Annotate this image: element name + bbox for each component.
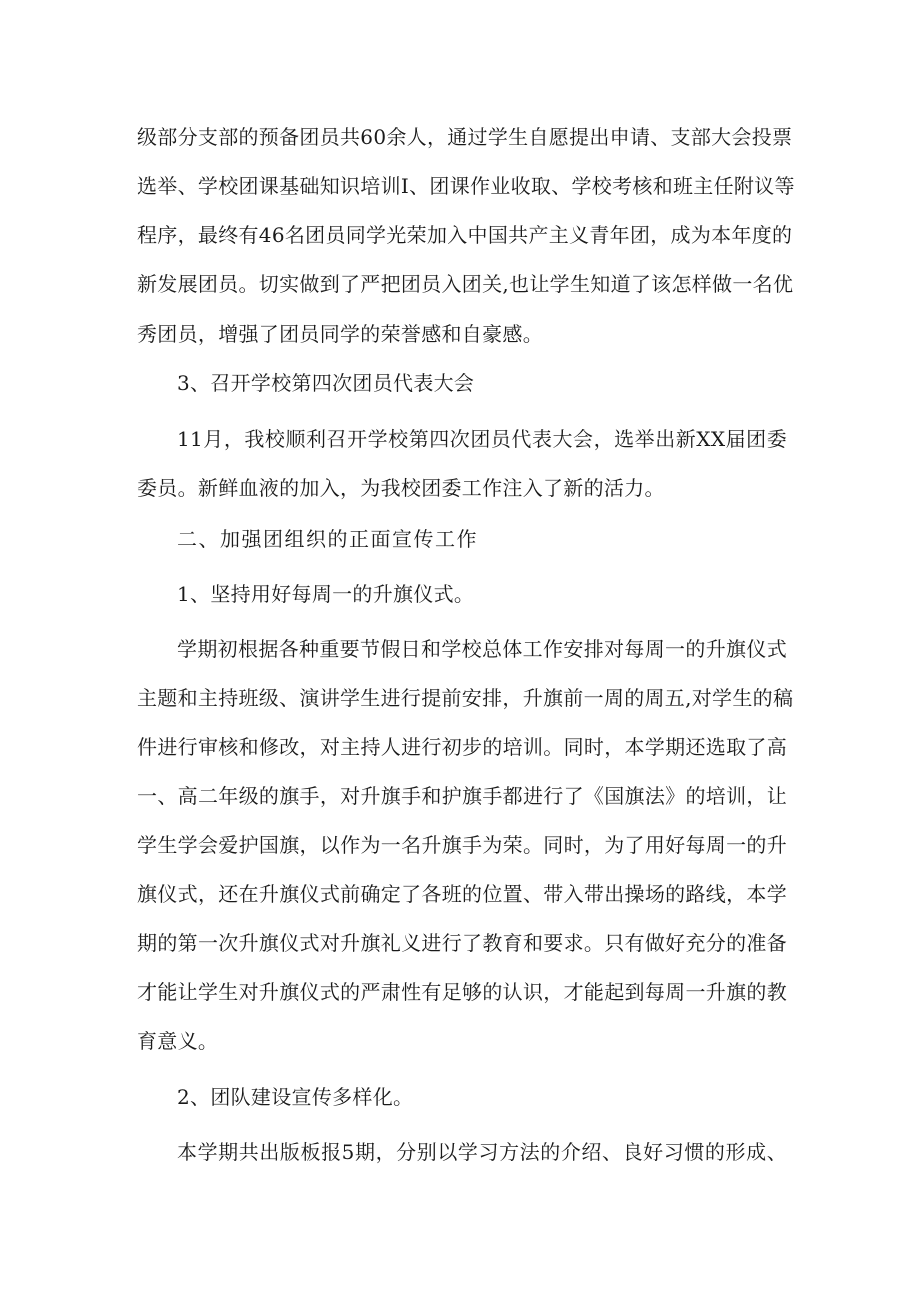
text-line: 委员。新鲜血液的加入，为我校团委工作注入了新的活力。 — [137, 476, 665, 500]
text-line: 主题和主持班级、演讲学生进行提前安排，升旗前一周的周五,对学生的稿 — [137, 686, 794, 710]
section-subheading: 2、团队建设宣传多样化。 — [177, 1085, 414, 1109]
section-subheading: 1、坚持用好每周一的升旗仪式。 — [177, 582, 475, 606]
text-line: 才能让学生对升旗仪式的严肃性有足够的认识，才能起到每周一升旗的教 — [137, 980, 787, 1004]
section-subheading: 3、召开学校第四次团员代表大会 — [177, 371, 475, 395]
text-line: 级部分支部的预备团员共60余人，通过学生自愿提出申请、支部大会投票 — [137, 125, 793, 149]
section-heading: 二、加强团组织的正面宣传工作 — [177, 527, 478, 551]
text-line: 本学期共出版板报5期，分别以学习方法的介绍、良好习惯的形成、 — [177, 1140, 787, 1164]
text-line: 11月，我校顺利召开学校第四次团员代表大会，选举出新XX届团委 — [177, 427, 787, 451]
text-line: 新发展团员。切实做到了严把团员入团关,也让学生知道了该怎样做一名优 — [137, 272, 794, 296]
text-line: 选举、学校团课基础知识培训Ⅰ、团课作业收取、学校考核和班主任附议等 — [137, 174, 795, 198]
text-line: 育意义。 — [137, 1029, 219, 1053]
text-line: 件进行审核和修改，对主持人进行初步的培训。同时，本学期还选取了高 — [137, 735, 787, 759]
text-line: 期的第一次升旗仪式对升旗礼义进行了教育和要求。只有做好充分的准备 — [137, 931, 787, 955]
text-line: 学生学会爱护国旗，以作为一名升旗手为荣。同时，为了用好每周一的升 — [137, 833, 787, 857]
text-line: 学期初根据各种重要节假日和学校总体工作安排对每周一的升旗仪式 — [177, 637, 787, 661]
text-line: 秀团员，增强了团员同学的荣誉感和自豪感。 — [137, 322, 543, 346]
text-line: 程序，最终有46名团员同学光荣加入中国共产主义青年团，成为本年度的 — [137, 223, 793, 247]
text-line: 旗仪式，还在升旗仪式前确定了各班的位置、带入带出操场的路线，本学 — [137, 882, 787, 906]
text-line: 一、高二年级的旗手，对升旗手和护旗手都进行了《国旗法》的培训，让 — [137, 784, 787, 808]
